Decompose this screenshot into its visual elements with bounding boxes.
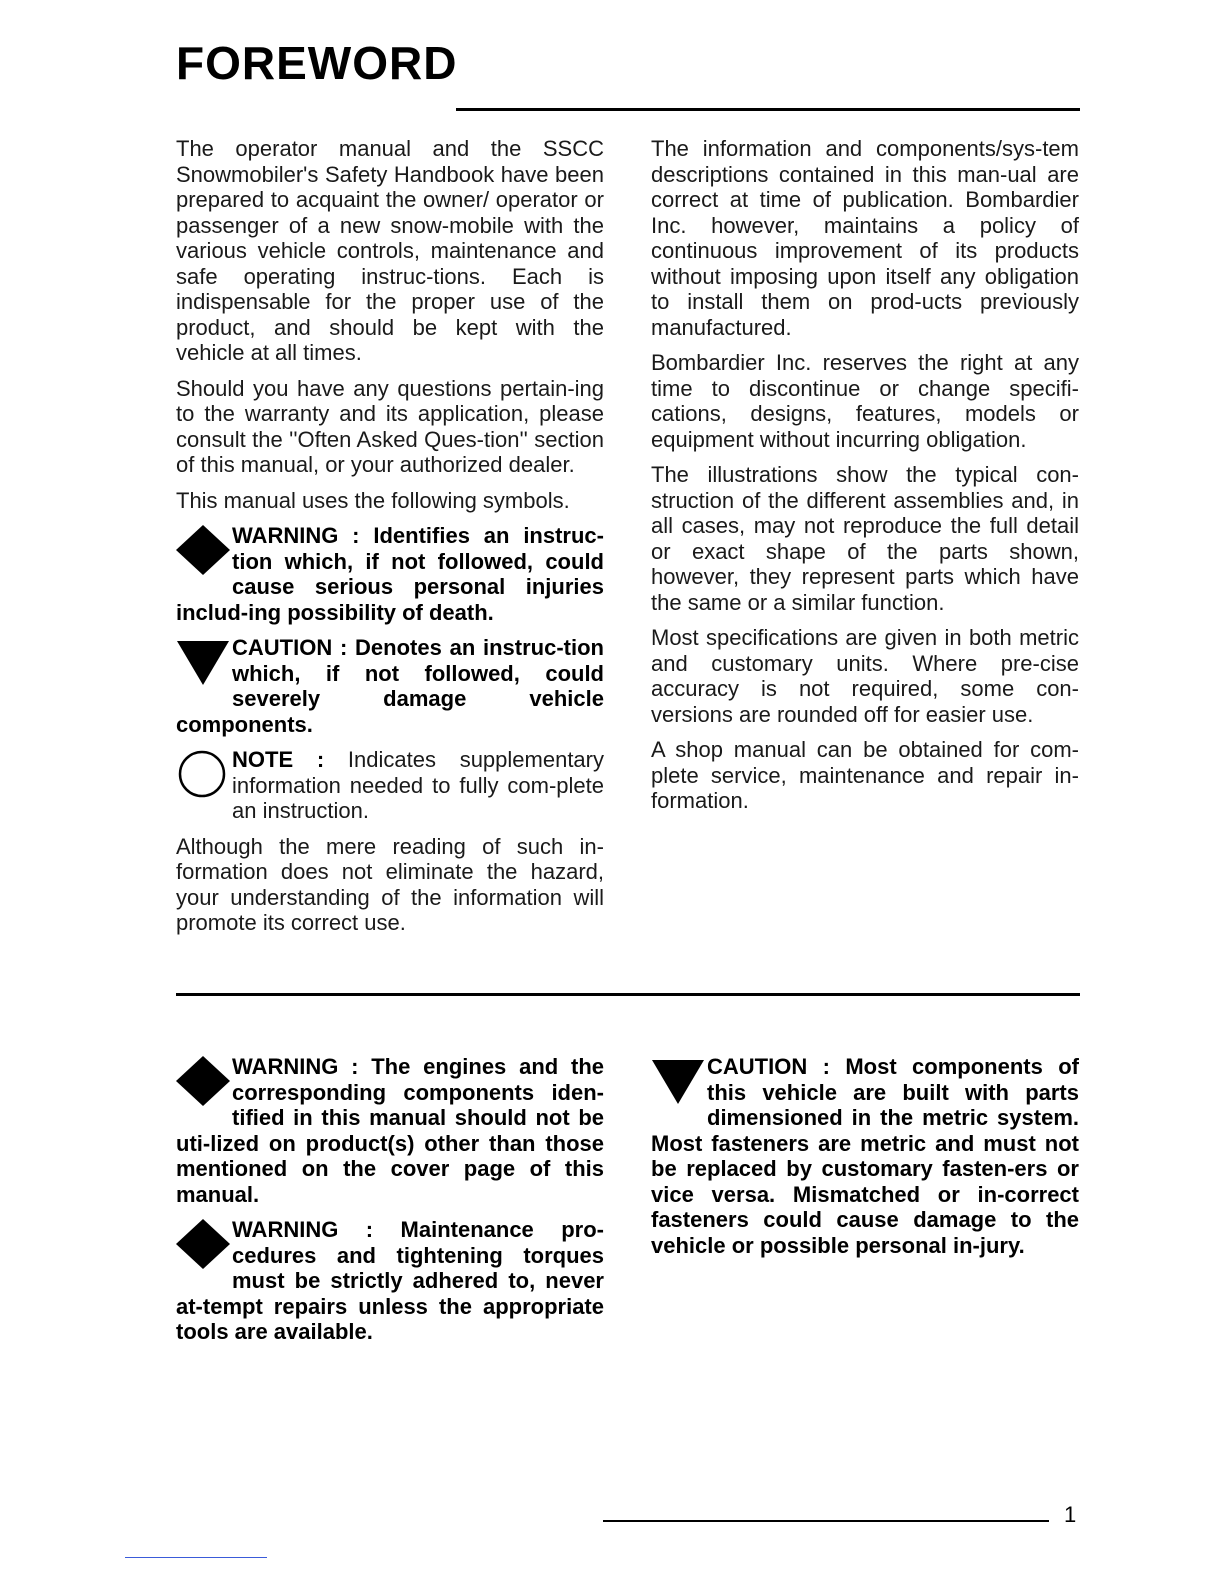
page-edge-line (125, 1557, 267, 1558)
warning-diamond-icon (176, 1056, 232, 1106)
page-title: FOREWORD (176, 36, 463, 90)
page-number: 1 (1064, 1502, 1077, 1527)
note-circle-icon (176, 749, 232, 799)
note-definition-text: Indicates supplementary information needed to fully com-plete an instruction. (232, 747, 604, 823)
left-column (176, 136, 604, 946)
note-label: NOTE : (232, 747, 325, 772)
maintenance-warning-text: WARNING : Maintenance pro-cedures and tightening torques must be strictly adhered to, never at-tempt repairs unless the appropriate tools are available. (176, 1217, 604, 1344)
engine-warning-text: WARNING : The engines and the corresponding components iden-tified in this manual should not be uti-lized on product(s) other than those mentioned on the cover page of this manual. (176, 1054, 604, 1207)
right-column (651, 136, 1079, 824)
warning-definition (176, 523, 604, 625)
warning-diamond-icon (176, 525, 232, 575)
metric-caution (651, 1054, 1079, 1258)
symbols-intro: This manual uses the following symbols. (176, 487, 570, 513)
caution-definition-text: CAUTION : Denotes an instruc-tion which, if not followed, could severely damage vehicle components. (176, 635, 604, 737)
intro-paragraph: The operator manual and the SSCC Snowmobiler's Safety Handbook have been prepared to acquaint the owner/ operator or passenger of a new snow-mobile with the various vehicle controls, maintenance and safe operating instruc-tions. Each is indispensable for the proper use of the product, and should be kept with the vehicle at all times. (176, 136, 604, 365)
bottom-left-warnings (176, 1054, 604, 1355)
publication-paragraph: The information and components/sys-tem descriptions contained in this man-ual are correct at time of publication. Bombardier Inc. however, maintains a policy of continuous improvement of its products without imposing upon itself any obligation to install them on prod-ucts previously manufactured. (651, 136, 1079, 340)
shop-manual-paragraph: A shop manual can be obtained for com-plete service, maintenance and repair in-formation. (651, 737, 1079, 813)
rights-paragraph: Bombardier Inc. reserves the right at any time to discontinue or change specifi-cations, designs, features, models or equipment without incurring obligation. (651, 350, 1079, 452)
warning-diamond-icon (176, 1219, 232, 1269)
section-divider (176, 993, 1080, 996)
metric-caution-text: CAUTION : Most components of this vehicle are built with parts dimensioned in the metric system. Most fasteners are metric and must not be replaced by customary fasten-ers or vice versa. Mismatched or in-correct fasteners could cause damage to the vehicle or possible personal in-jury. (651, 1054, 1079, 1258)
engine-warning (176, 1054, 604, 1207)
caution-triangle-icon (176, 637, 232, 687)
bottom-right-caution (651, 1054, 1079, 1268)
caution-triangle-icon (651, 1056, 707, 1106)
caution-definition (176, 635, 604, 737)
maintenance-warning (176, 1217, 604, 1345)
title-rule (456, 108, 1080, 111)
illustrations-paragraph: The illustrations show the typical con-struction of the different assemblies and, in all cases, may not reproduce the full detail or exact shape of the parts shown, however, they represent parts which have the same or a similar function. (651, 462, 1079, 615)
warning-definition-text: WARNING : Identifies an instruc-tion which, if not followed, could cause serious personal injuries includ-ing possibility of death. (176, 523, 604, 625)
questions-paragraph: Should you have any questions pertain-ing to the warranty and its application, please consult the ''Often Asked Ques-tion'' section of this manual, or your authorized dealer. (176, 375, 604, 477)
units-paragraph: Most specifications are given in both metric and customary units. Where pre-cise accuracy is not required, some con-versions are rounded off for easier use. (651, 625, 1079, 727)
closing-paragraph: Although the mere reading of such in-formation does not eliminate the hazard, your understanding of the information will promote its correct use. (176, 833, 604, 935)
note-definition (176, 747, 604, 824)
page-header (176, 36, 1080, 96)
footer-rule (603, 1520, 1049, 1522)
